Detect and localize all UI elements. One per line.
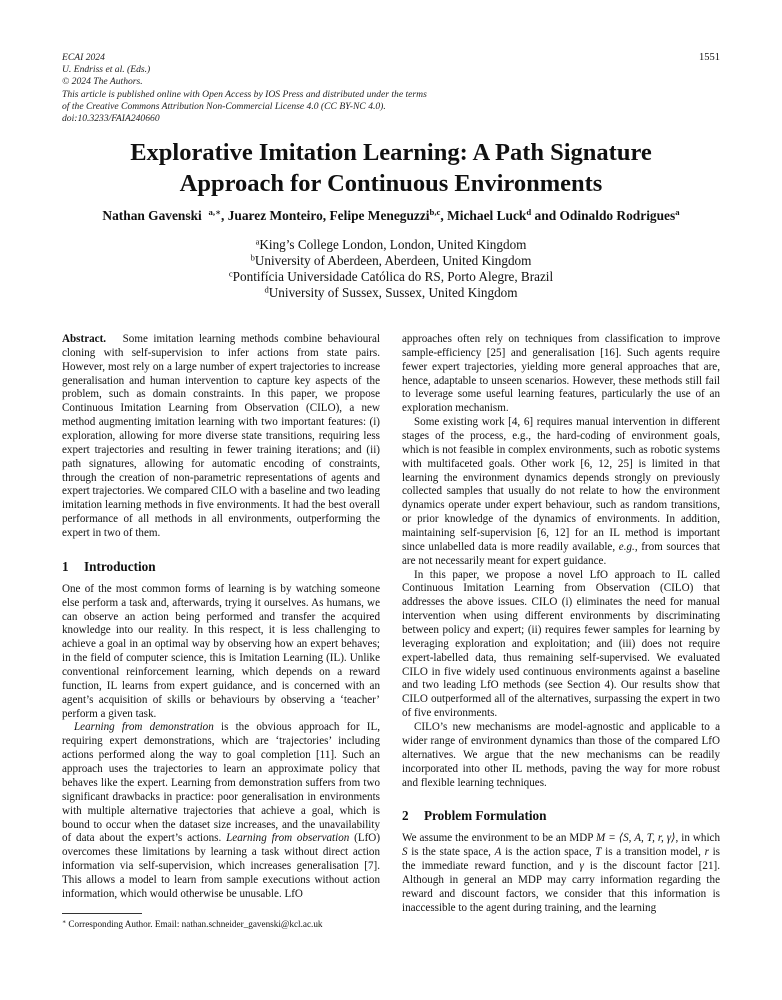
license-line-2: of the Creative Commons Attribution Non-Commercial License 4.0 (CC BY-NC 4.0). xyxy=(62,100,386,112)
paragraph: approaches often rely on techniques from classification to improve sample-efficiency [25] and generalisation [16]. Such agents require fewer expert trajectories, yielding more general approaches that are, hence, adaptable to unseen scenarios. However, these methods still fail to leverage some useful learning features, particularly the use of an exploration mechanism. xyxy=(402,333,720,415)
section-number: 1 xyxy=(62,558,69,574)
right-column xyxy=(402,333,720,916)
paragraph: In this paper, we propose a novel LfO approach to IL called Continuous Imitation Learning from Observation (CILO) that addresses the above issues. CILO (i) eliminates the need for manual intervention when using different environments by discriminating between policy and expert; (ii) requires fewer samples for learning by leveraging exploration and exploitation; and (iii) does not require expert-labelled data, thus remaining self-supervised. We evaluated CILO in five widely used continuous environments against a baseline and two leading LfO methods (see Section 4). Our results show that CILO outperformed all of the alternatives, surpassing the expert in two of five environments. xyxy=(402,568,720,720)
footnote-mark: ∗ xyxy=(62,919,67,926)
affiliation: $^d$University of Sussex, Sussex, United Kingdom xyxy=(264,284,518,300)
copyright-line: © 2024 The Authors. xyxy=(62,76,143,88)
footnote-divider xyxy=(62,913,142,914)
author-name: Nathan Gavenski xyxy=(102,208,202,223)
author-affiliation-mark: d xyxy=(526,207,532,218)
paragraph: CILO’s new mechanisms are model-agnostic and applicable to a wider range of environment dynamics than those of the compared LfO alternatives. We argue that the new mechanisms can be readily incorporated into other IL methods, paving the way for more robust and flexible learning techniques. xyxy=(402,721,720,789)
section-heading-introduction xyxy=(62,559,380,575)
abstract-label: Abstract. xyxy=(62,333,107,345)
paragraph: We assume the environment to be an MDP M = ⟨S, A, T, r, γ⟩, in which S is the state space, A is the action space, T is a transition model, r is the immediate reward function, and γ is the discount factor [21]. Although in general an MDP may carry information regarding the reward and discount factors, we consider that this information is inaccessible to the agent during training, and the learning xyxy=(402,832,720,914)
venue-line: ECAI 2024 xyxy=(62,52,105,63)
title-line-2: Approach for Continuous Environments xyxy=(179,170,603,197)
left-column xyxy=(62,333,380,902)
footnote xyxy=(62,918,392,930)
section-heading-problem-formulation xyxy=(402,808,720,824)
affiliation: $^a$King’s College London, London, United Kingdom xyxy=(255,236,527,252)
author-name: Odinaldo Rodrigues xyxy=(559,208,676,223)
paragraph: Some existing work [4, 6] requires manual intervention in different stages of the process, e.g., the hard-coding of environment goals, which is not feasible in complex environments, such as robotic systems with multifaceted goals. Other work [6, 12, 25] is limited in that learning the environment dynamics depends strongly on previously collected samples that usually do not relate to how the environment dynamics operate under expert behaviour, such as random transitions, or prior knowledge of the dynamics of environments. In addition, maintaining self-supervision [6, 12] for an IL method is important since unlabelled data is more readily available, e.g., from sources that are not necessarily meant for expert guidance. xyxy=(402,416,720,567)
author-affiliation-mark: a xyxy=(675,207,680,218)
section-title: Problem Formulation xyxy=(424,808,547,824)
section-title: Introduction xyxy=(84,558,156,574)
abstract-text: Some imitation learning methods combine behavioural cloning with self-supervision to infer actions from state pairs. However, most rely on a large number of expert trajectories to increase generalisation and human intervention to capture key aspects of the problem, such as domain constraints. In this paper, we propose Continuous Imitation Learning from Observation (CILO), a new method augmenting imitation learning with two important features: (i) exploration, allowing for more diverse state transitions, requiring less expert trajectories and resulting in fewer training iterations; and (ii) path signatures, allowing for automatic encoding of constraints, through the creation of non-parametric representations of agents and expert trajectories. We compared CILO with a baseline and two leading imitation learning methods in five environments. It had the best overall performance of all methods in all environments, outperforming the expert in two of them. xyxy=(62,333,381,540)
affiliation-list xyxy=(60,237,722,301)
author-name: Michael Luck xyxy=(447,208,527,223)
author-name: Juarez Monteiro xyxy=(227,208,323,223)
author-list: Nathan Gavenski $^{a,∗}$, Juarez Monteiro, Felipe Meneguzzi$^{b,c}$, Michael Luck$^d$ and Odinaldo Rodrigues$^a$ xyxy=(102,207,680,223)
footnote-text: Corresponding Author. Email: nathan.schneider_gavenski@kcl.ac.uk xyxy=(66,919,323,929)
page-number: 1551 xyxy=(699,52,720,63)
mdp-formula: M = ⟨S, A, T, r, γ⟩ xyxy=(596,832,676,845)
paragraph: One of the most common forms of learning is by watching someone else perform a task and, afterwards, trying it ourselves. As humans, we can observe an action being performed and transfer the acquired knowledge into our reality. In this respect, it is less challenging to achieve a goal in an optimal way by observing how an expert behaves; in the field of computer science, this is Imitation Learning (IL). Unlike conventional reinforcement learning, which depends on a reward function, IL learns from expert guidance, and is concerned with an agent’s acquisition of skills or behaviours by observing a ‘teacher’ perform a given task. xyxy=(62,582,380,720)
doi-line: doi:10.3233/FAIA240660 xyxy=(62,113,160,125)
license-line-1: This article is published online with Open Access by IOS Press and distributed under the terms xyxy=(62,88,427,100)
paper-title xyxy=(40,137,742,199)
publication-info xyxy=(62,52,622,125)
abstract xyxy=(62,333,380,541)
title-line-1: Explorative Imitation Learning: A Path Signature xyxy=(130,139,652,166)
editors-line: U. Endriss et al. (Eds.) xyxy=(62,64,151,76)
affiliation: $^c$Pontifícia Universidade Católica do RS, Porto Alegre, Brazil xyxy=(228,268,554,284)
affiliation: $^b$University of Aberdeen, Aberdeen, United Kingdom xyxy=(250,252,532,268)
paragraph: Learning from demonstration is the obvious approach for IL, requiring expert demonstrations, which are ‘trajectories’ including actions performed along the way to goal completion [11]. Such an approach uses the trajectories to learn an approximate policy that behaves like the expert. Learning from demonstration suffers from two significant drawbacks in practice: poor generalisation in environments with multiple alternative trajectories that achieve a goal, which is bound to occur when the dataset size increases, and the unavailability of data about the expert’s actions. Learning from observation (LfO) overcomes these limitations by learning a task without direct action information via self-supervision, which increases generalisation [7]. This allows a model to learn from sample executions without action information, which would otherwise be unusable. LfO xyxy=(62,721,381,900)
author-affiliation-mark: a,∗ xyxy=(208,207,222,218)
section-number: 2 xyxy=(402,808,409,824)
author-affiliation-mark: b,c xyxy=(429,207,441,218)
author-name: Felipe Meneguzzi xyxy=(329,208,430,223)
